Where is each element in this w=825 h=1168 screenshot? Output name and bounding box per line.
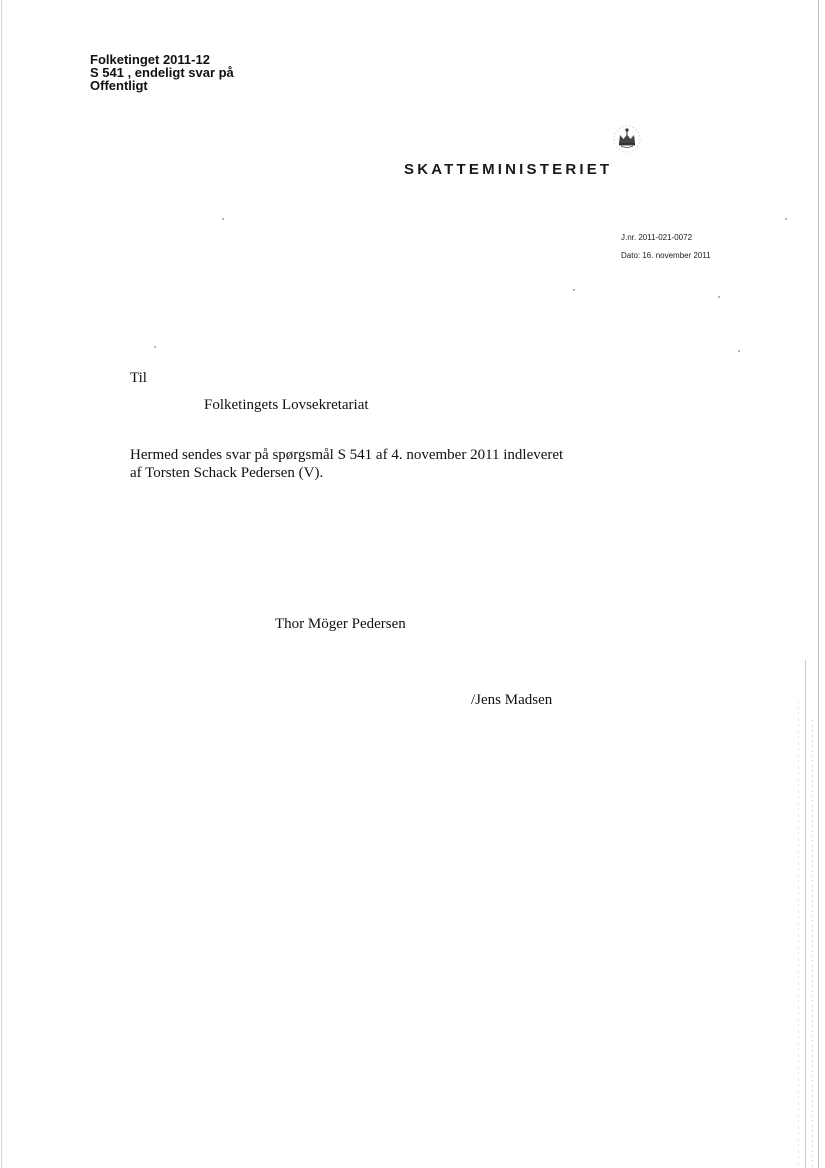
to-label: Til xyxy=(130,370,147,386)
scan-edge-left xyxy=(1,0,2,1168)
body-line-1: Hermed sendes svar på spørgsmål S 541 af 4. november 2011 indleveret xyxy=(130,447,564,463)
scan-speck xyxy=(718,296,720,298)
scan-speck xyxy=(222,218,224,220)
scan-speck xyxy=(154,346,156,348)
scan-edge-right-4 xyxy=(818,0,819,1168)
stamp-line-3: Offentligt xyxy=(90,78,148,93)
cosigner-name: /Jens Madsen xyxy=(471,692,553,708)
ministry-wordmark: SKATTEMINISTERIET xyxy=(404,161,613,178)
journal-number: J.nr. 2011-021-0072 xyxy=(621,233,693,242)
letter-date: Dato: 16. november 2011 xyxy=(621,251,711,260)
scan-edge-right-2 xyxy=(805,660,806,1168)
folketinget-stamp xyxy=(90,53,234,92)
scan-edge-right-1 xyxy=(798,700,799,1168)
scan-edge-right-3 xyxy=(812,720,813,1168)
scan-speck xyxy=(573,289,575,291)
reference-block xyxy=(621,229,711,265)
recipient: Folketingets Lovsekretariat xyxy=(204,397,369,413)
body-line-2: af Torsten Schack Pedersen (V). xyxy=(130,465,324,481)
scan-speck xyxy=(738,350,740,352)
scan-speck xyxy=(785,218,787,220)
signer-name: Thor Möger Pedersen xyxy=(275,616,406,632)
stamp-line-2: S 541 , endeligt svar på xyxy=(90,65,234,80)
royal-crown-icon xyxy=(612,124,642,154)
letter-body xyxy=(130,446,563,482)
stamp-line-1: Folketinget 2011-12 xyxy=(90,52,210,67)
